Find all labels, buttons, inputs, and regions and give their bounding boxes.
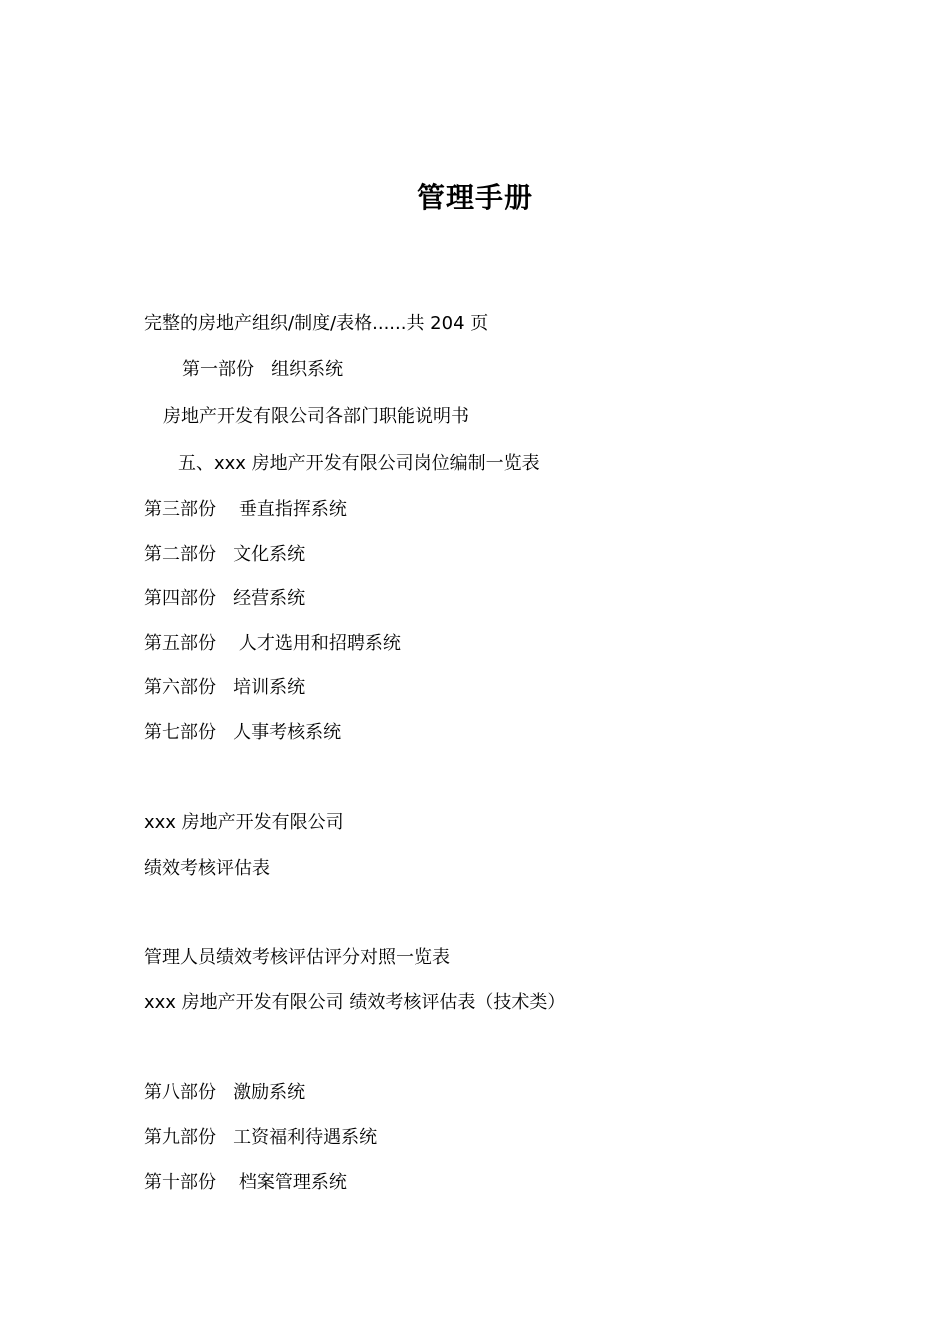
toc-line-technical-evaluation: xxx 房地产开发有限公司 绩效考核评估表（技术类） — [144, 992, 566, 1013]
toc-line-part-3: 第三部份 垂直指挥系统 — [144, 499, 347, 520]
toc-line-part-5: 第五部份 人才选用和招聘系统 — [144, 633, 401, 654]
toc-line-part-10: 第十部份 档案管理系统 — [144, 1172, 347, 1193]
toc-line-evaluation-form: 绩效考核评估表 — [144, 858, 270, 879]
toc-line-post-staffing: 五、xxx 房地产开发有限公司岗位编制一览表 — [178, 453, 540, 474]
toc-line-part-8: 第八部份 激励系统 — [144, 1082, 306, 1103]
toc-line-part-4: 第四部份 经营系统 — [144, 588, 306, 609]
toc-line-company: xxx 房地产开发有限公司 — [144, 812, 344, 833]
page-title: 管理手册 — [416, 181, 533, 214]
toc-line-part-6: 第六部份 培训系统 — [144, 677, 306, 698]
toc-line-part-7: 第七部份 人事考核系统 — [144, 722, 342, 743]
toc-line-part-2: 第二部份 文化系统 — [144, 544, 306, 565]
toc-line-total: 完整的房地产组织/制度/表格......共 204 页 — [144, 313, 489, 334]
toc-line-manager-scoring: 管理人员绩效考核评估评分对照一览表 — [144, 947, 450, 968]
toc-line-dept-functions: 房地产开发有限公司各部门职能说明书 — [163, 406, 469, 427]
toc-line-part-1: 第一部份 组织系统 — [182, 359, 344, 380]
toc-line-part-9: 第九部份 工资福利待遇系统 — [144, 1127, 378, 1148]
